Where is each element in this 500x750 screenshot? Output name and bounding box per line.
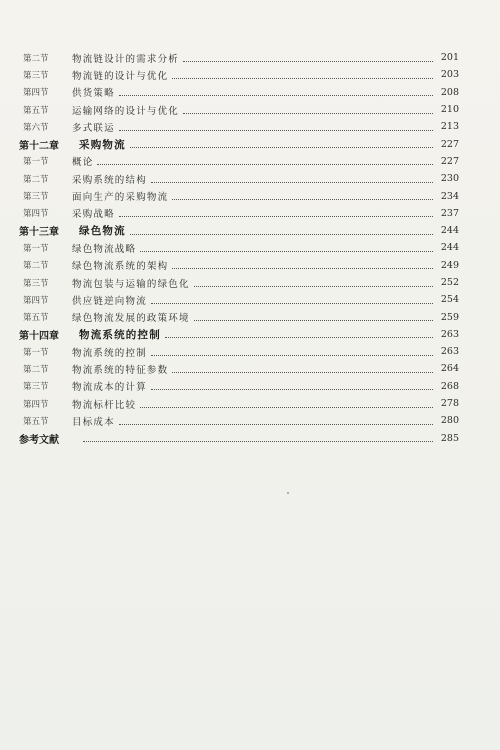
toc-page-number: 244 bbox=[440, 225, 459, 237]
toc-chapter-row bbox=[19, 135, 459, 152]
dot-leader bbox=[119, 215, 433, 217]
dot-leader bbox=[140, 406, 433, 408]
toc-page-number: 201 bbox=[440, 52, 459, 64]
dot-leader bbox=[151, 354, 433, 356]
toc-section-row bbox=[19, 343, 459, 360]
toc-section-row bbox=[19, 239, 459, 256]
toc-page-number: 264 bbox=[440, 363, 459, 375]
toc-section-row bbox=[19, 360, 459, 377]
toc-page-number: 227 bbox=[440, 155, 459, 167]
toc-entry-title: 供应链逆向物流 bbox=[72, 295, 147, 307]
toc-section-row bbox=[19, 412, 459, 429]
toc-page-number: 244 bbox=[440, 242, 459, 254]
dot-leader bbox=[97, 163, 433, 165]
toc-page-number: 252 bbox=[440, 277, 459, 288]
toc-entry-number: 第六节 bbox=[23, 122, 49, 133]
toc-page-number: 254 bbox=[440, 294, 459, 306]
dot-leader bbox=[194, 285, 433, 287]
toc-entry-title: 多式联运 bbox=[72, 122, 115, 134]
dot-leader bbox=[194, 319, 433, 321]
dot-leader bbox=[83, 440, 433, 442]
toc-entry-number: 第四节 bbox=[23, 295, 49, 306]
dot-leader bbox=[172, 198, 433, 200]
toc-section-row bbox=[19, 187, 459, 204]
toc-chapter-row bbox=[19, 430, 459, 447]
toc-page-number: 213 bbox=[440, 121, 459, 133]
toc-page-number: 280 bbox=[440, 415, 459, 427]
dot-leader bbox=[119, 423, 433, 425]
toc-entry-number: 第三节 bbox=[23, 192, 49, 203]
toc-entry-title: 绿色物流发展的政策环境 bbox=[72, 313, 190, 325]
dot-leader bbox=[172, 77, 433, 79]
toc-entry-title: 物流链的设计与优化 bbox=[72, 70, 169, 82]
toc-entry-number: 第五节 bbox=[23, 105, 49, 116]
dot-leader bbox=[151, 302, 433, 304]
toc-entry-number: 第四节 bbox=[23, 209, 49, 220]
toc-entry-title: 物流系统的控制 bbox=[72, 347, 147, 359]
toc-section-row bbox=[19, 170, 459, 187]
toc-section-row bbox=[19, 378, 459, 395]
toc-entry-number: 参考文献 bbox=[19, 434, 59, 446]
dot-leader bbox=[119, 129, 433, 131]
dot-leader bbox=[165, 336, 433, 338]
toc-page-number: 278 bbox=[440, 398, 459, 410]
dot-leader bbox=[140, 250, 433, 252]
toc-entry-title: 概论 bbox=[72, 157, 94, 169]
dot-leader bbox=[183, 60, 433, 62]
toc-entry-title: 绿色物流系统的架构 bbox=[72, 261, 169, 273]
toc-entry-number: 第四节 bbox=[23, 399, 49, 410]
toc-section-row bbox=[19, 49, 459, 66]
toc-page-number: 237 bbox=[440, 207, 459, 219]
toc-entry-number: 第十二章 bbox=[19, 140, 59, 152]
toc-entry-title: 绿色物流 bbox=[79, 225, 126, 238]
dot-leader bbox=[172, 371, 433, 373]
toc-page-number: 203 bbox=[440, 69, 459, 81]
toc-entry-number: 第十四章 bbox=[19, 330, 59, 342]
toc-entry-number: 第二节 bbox=[23, 261, 49, 272]
toc-section-row bbox=[19, 118, 459, 135]
toc-entry-title: 物流包装与运输的绿色化 bbox=[72, 278, 190, 290]
toc-section-row bbox=[19, 257, 459, 274]
toc-entry-number: 第三节 bbox=[23, 278, 49, 289]
toc-page-number: 234 bbox=[440, 190, 459, 202]
toc-entry-number: 第二节 bbox=[23, 364, 49, 375]
toc-page-number: 259 bbox=[440, 311, 459, 323]
toc-entry-number: 第三节 bbox=[23, 70, 49, 81]
toc-entry-title: 物流系统的控制 bbox=[79, 328, 161, 341]
toc-entry-number: 第四节 bbox=[23, 88, 49, 99]
toc-entry-title: 采购物流 bbox=[79, 138, 126, 151]
toc-section-row bbox=[19, 101, 459, 118]
dot-leader bbox=[119, 94, 433, 96]
toc-entry-title: 采购系统的结构 bbox=[72, 174, 147, 186]
toc-section-row bbox=[19, 153, 459, 170]
toc-page-number: 210 bbox=[440, 104, 459, 116]
toc-entry-title: 物流成本的计算 bbox=[72, 382, 147, 394]
toc-entry-number: 第五节 bbox=[23, 416, 49, 427]
toc-page-number: 263 bbox=[440, 328, 459, 340]
toc-section-row bbox=[19, 84, 459, 101]
toc-entry-number: 第十三章 bbox=[19, 227, 59, 239]
dot-leader bbox=[130, 146, 433, 148]
paper-speck bbox=[287, 492, 289, 494]
toc-chapter-row bbox=[19, 326, 459, 343]
toc-entry-number: 第二节 bbox=[23, 53, 49, 64]
dot-leader bbox=[130, 233, 433, 235]
dot-leader bbox=[183, 112, 433, 114]
toc-section-row bbox=[19, 274, 459, 291]
toc-entry-number: 第二节 bbox=[23, 174, 49, 185]
toc-entry-title: 绿色物流战略 bbox=[72, 243, 137, 255]
toc-page-number: 230 bbox=[440, 173, 459, 185]
toc-page-number: 268 bbox=[440, 380, 459, 392]
table-of-contents bbox=[19, 49, 459, 447]
toc-entry-title: 目标成本 bbox=[72, 416, 115, 428]
toc-entry-title: 采购战略 bbox=[72, 209, 115, 221]
toc-entry-number: 第一节 bbox=[23, 347, 49, 358]
toc-entry-title: 面向生产的采购物流 bbox=[72, 192, 169, 204]
toc-page-number: 285 bbox=[440, 432, 459, 444]
toc-page-number: 208 bbox=[440, 86, 459, 98]
dot-leader bbox=[151, 388, 433, 390]
dot-leader bbox=[151, 181, 433, 183]
toc-entry-title: 物流链设计的需求分析 bbox=[72, 53, 180, 65]
toc-section-row bbox=[19, 308, 459, 325]
toc-section-row bbox=[19, 205, 459, 222]
toc-chapter-row bbox=[19, 222, 459, 239]
toc-section-row bbox=[19, 291, 459, 308]
toc-entry-number: 第三节 bbox=[23, 382, 49, 393]
toc-entry-number: 第五节 bbox=[23, 313, 49, 324]
toc-entry-number: 第一节 bbox=[23, 157, 49, 168]
toc-entry-title: 物流系统的特征参数 bbox=[72, 364, 169, 376]
toc-entry-title: 运输网络的设计与优化 bbox=[72, 105, 180, 117]
toc-entry-title: 物流标杆比较 bbox=[72, 399, 137, 411]
toc-entry-title: 供货策略 bbox=[72, 88, 115, 100]
dot-leader bbox=[172, 267, 433, 269]
toc-page-number: 227 bbox=[440, 138, 459, 150]
toc-section-row bbox=[19, 66, 459, 83]
toc-entry-number: 第一节 bbox=[23, 243, 49, 254]
toc-page-number: 249 bbox=[440, 259, 459, 271]
toc-page-number: 263 bbox=[440, 346, 459, 358]
toc-section-row bbox=[19, 395, 459, 412]
